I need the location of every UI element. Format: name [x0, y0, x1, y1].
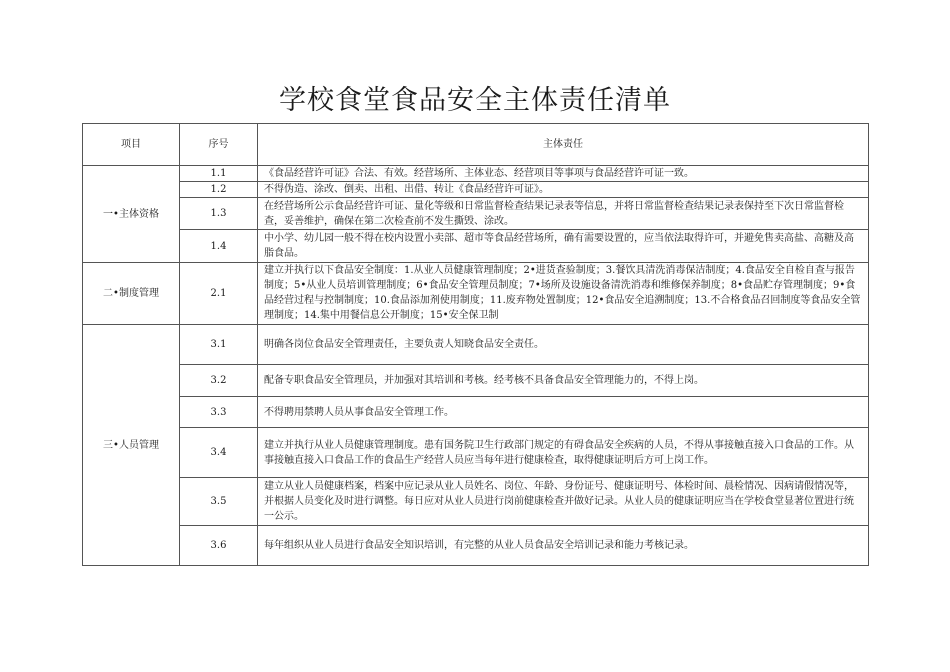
table-row: [83, 397, 869, 428]
table-row: [83, 166, 869, 182]
table-row: [83, 325, 869, 365]
row-number: 1.3: [180, 198, 258, 230]
table-row: [83, 365, 869, 397]
row-number: 2.1: [180, 263, 258, 325]
row-number: 3.6: [180, 526, 258, 566]
category-personnel-management: 三•人员管理: [83, 325, 180, 566]
row-duty: 每年组织从业人员进行食品安全知识培训，有完整的从业人员食品安全培训记录和能力考核记录。: [258, 526, 869, 566]
row-duty: 配备专职食品安全管理员，并加强对其培训和考核。经考核不具备食品安全管理能力的，不得上岗。: [258, 365, 869, 397]
row-duty: 建立并执行以下食品安全制度：1.从业人员健康管理制度；2•进货查验制度；3.餐饮具清洗消毒保洁制度；4.食品安全自检自查与报告制度；5•从业人员培训管理制度；6•食品安全管理员制度；7•场所及设施设备清洗消毒和维修保养制度；8•食品贮存管理制度；9•食品经营过程与控制制度；10.食品添加剂使用制度；11.废弃物处置制度；12•食品安全追溯制度；13.不合格食品召回制度等食品安全管理制度；14.集中用餐信息公开制度；15•安全保卫制: [258, 263, 869, 325]
document-title: 学校食堂食品安全主体责任清单: [279, 85, 671, 116]
row-duty: 不得聘用禁聘人员从事食品安全管理工作。: [258, 397, 869, 428]
row-duty: 在经营场所公示食品经营许可证、量化等级和日常监督检查结果记录表等信息，并将日常监督检查结果记录表保持至下次日常监督检查，妥善维护，确保在第二次检查前不发生撕毁、涂改。: [258, 198, 869, 230]
row-duty: 中小学、幼儿园一般不得在校内设置小卖部、超市等食品经营场所，确有需要设置的，应当依法取得许可，并避免售卖高盐、高糖及高脂食品。: [258, 230, 869, 263]
table-row: [83, 263, 869, 325]
category-qualification: 一•主体资格: [83, 166, 180, 263]
row-duty: 明确各岗位食品安全管理责任，主要负责人知晓食品安全责任。: [258, 325, 869, 365]
header-item: 项目: [83, 124, 180, 166]
row-number: 1.2: [180, 182, 258, 198]
row-number: 3.2: [180, 365, 258, 397]
table-row: [83, 526, 869, 566]
row-number: 3.4: [180, 428, 258, 478]
table-row: [83, 428, 869, 478]
table-row: [83, 182, 869, 198]
category-system-management: 二•制度管理: [83, 263, 180, 325]
row-number: 3.5: [180, 478, 258, 526]
row-duty: 建立从业人员健康档案，档案中应记录从业人员姓名、岗位、年龄、身份证号、健康证明号、体检时间、晨检情况、因病请假情况等，并根据人员变化及时进行调整。每日应对从业人员进行岗前健康检查并做好记录。从业人员的健康证明应当在学校食堂显著位置进行统一公示。: [258, 478, 869, 526]
row-number: 1.1: [180, 166, 258, 182]
table-header-row: [83, 124, 869, 166]
header-number: 序号: [180, 124, 258, 166]
table-row: [83, 198, 869, 230]
row-duty: 建立并执行从业人员健康管理制度。患有国务院卫生行政部门规定的有碍食品安全疾病的人员，不得从事接触直接入口食品的工作。从事接触直接入口食品工作的食品生产经营人员应当每年进行健康检查，取得健康证明后方可上岗工作。: [258, 428, 869, 478]
table-row: [83, 478, 869, 526]
row-duty: 《食品经营许可证》合法、有效。经营场所、主体业态、经营项目等事项与食品经营许可证一致。: [258, 166, 869, 182]
row-number: 3.1: [180, 325, 258, 365]
row-number: 3.3: [180, 397, 258, 428]
row-number: 1.4: [180, 230, 258, 263]
table-row: [83, 230, 869, 263]
row-duty: 不得伪造、涂改、倒卖、出租、出借、转让《食品经营许可证》。: [258, 182, 869, 198]
header-duty: 主体责任: [258, 124, 869, 166]
responsibility-table: [82, 123, 869, 566]
